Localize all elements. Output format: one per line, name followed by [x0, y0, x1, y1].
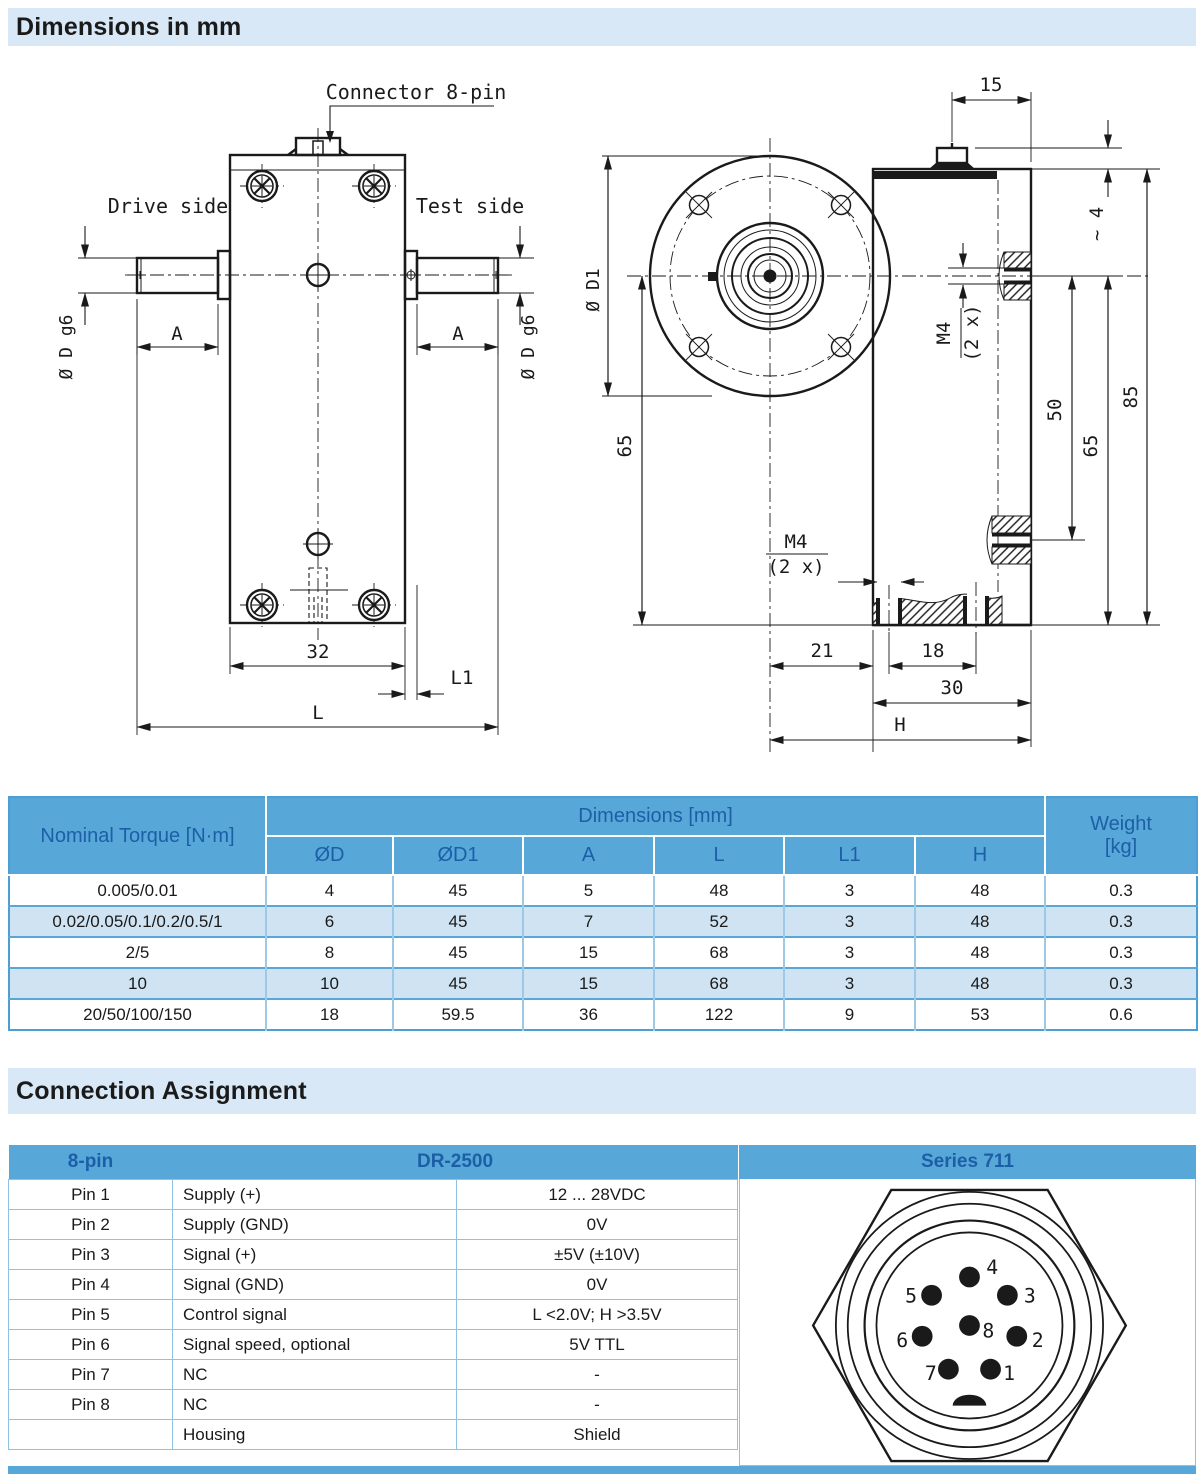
test-side-label: Test side [415, 194, 525, 218]
pin-2-dot [1006, 1326, 1027, 1347]
col-header-weight [1045, 797, 1197, 875]
cell: 48 [915, 937, 1045, 968]
cell: 45 [393, 906, 523, 937]
cell: Shield [457, 1420, 738, 1450]
dr2500-col-header: DR-2500 [173, 1145, 738, 1180]
col-header-nominal-torque: Nominal Torque [N·m] [9, 797, 266, 875]
cell: - [457, 1360, 738, 1390]
cell: 10 [266, 968, 393, 999]
cell: Signal speed, optional [173, 1330, 457, 1360]
cell: 53 [915, 999, 1045, 1030]
table-row [9, 968, 1197, 999]
connector-8pin-label: Connector 8-pin [325, 80, 507, 104]
flange-hole-icon [686, 192, 712, 218]
dim-label-m4-2x: (2 x) [767, 556, 825, 578]
pin-label: 7 [924, 1361, 937, 1385]
connection-table [8, 1145, 738, 1450]
pin-label: 6 [896, 1329, 909, 1353]
pin-7-dot [938, 1359, 959, 1380]
section-title: Connection Assignment [16, 1076, 307, 1105]
col-header-dimensions: Dimensions [mm] [266, 797, 1045, 836]
series-711-panel [739, 1145, 1196, 1466]
cell: Housing [173, 1420, 457, 1450]
side-view [583, 74, 1160, 752]
drive-side-label: Drive side [107, 194, 229, 218]
cell: 0.3 [1045, 875, 1197, 906]
cell: 0.3 [1045, 937, 1197, 968]
cell: 52 [654, 906, 784, 937]
flange-hole-icon [828, 334, 854, 360]
pin-label: 2 [1031, 1329, 1044, 1353]
cell: 10 [9, 968, 266, 999]
cell: 0V [457, 1270, 738, 1300]
dim-label-l: L [312, 702, 324, 724]
cell [9, 1420, 173, 1450]
cell: ±5V (±10V) [457, 1240, 738, 1270]
cell: 45 [393, 968, 523, 999]
col-header-od: ØD [266, 836, 393, 875]
dim-label-a: A [452, 323, 464, 345]
section-title: Dimensions in mm [16, 12, 242, 41]
cell: 3 [784, 937, 915, 968]
dim-label-32: 32 [306, 641, 330, 663]
weight-label-line1: Weight [1090, 813, 1152, 835]
table-row [9, 1360, 738, 1390]
pin-3-dot [997, 1285, 1018, 1306]
dim-label-a: A [171, 323, 183, 345]
dim-label-65: 65 [1080, 434, 1102, 458]
cell: 48 [915, 906, 1045, 937]
cell: Pin 8 [9, 1390, 173, 1420]
pin-col-header: 8-pin [9, 1145, 173, 1180]
cell: Pin 5 [9, 1300, 173, 1330]
pin-5-dot [921, 1285, 942, 1306]
cell: 45 [393, 875, 523, 906]
screw-icon [352, 164, 396, 208]
keyway-notch [953, 1395, 987, 1406]
pin-label: 3 [1023, 1284, 1036, 1308]
col-header-l1: L1 [784, 836, 915, 875]
table-row [9, 937, 1197, 968]
cell: 8 [266, 937, 393, 968]
cell: NC [173, 1390, 457, 1420]
pin-4-dot [959, 1267, 980, 1288]
dim-label-m4: M4 [784, 531, 808, 553]
table-row [9, 1210, 738, 1240]
table-row [9, 875, 1197, 906]
dim-label-h: H [894, 714, 906, 736]
cell: Pin 2 [9, 1210, 173, 1240]
connector-diagram-container [739, 1179, 1196, 1466]
cell: 68 [654, 937, 784, 968]
table-row [9, 1330, 738, 1360]
dim-label-50: 50 [1044, 398, 1066, 422]
screw-icon [240, 583, 284, 627]
cell: 18 [266, 999, 393, 1030]
flange-hole-icon [686, 334, 712, 360]
cell: 3 [784, 906, 915, 937]
dim-label-21: 21 [810, 640, 834, 662]
cell: 3 [784, 968, 915, 999]
screw-icon [352, 583, 396, 627]
cell: Pin 7 [9, 1360, 173, 1390]
col-header-a: A [523, 836, 654, 875]
dim-label-m4-2x: (2 x) [961, 304, 983, 362]
dim-label-30: 30 [940, 677, 964, 699]
cell: 68 [654, 968, 784, 999]
cell: 5 [523, 875, 654, 906]
cell: Pin 6 [9, 1330, 173, 1360]
cell: 59.5 [393, 999, 523, 1030]
cell: 48 [915, 968, 1045, 999]
cell: 36 [523, 999, 654, 1030]
table-row [9, 1420, 738, 1450]
dim-label-15: 15 [979, 74, 1003, 96]
cell: 122 [654, 999, 784, 1030]
cell: 9 [784, 999, 915, 1030]
table-row [9, 999, 1197, 1030]
cell: 0.6 [1045, 999, 1197, 1030]
cell: 0V [457, 1210, 738, 1240]
weight-label-line2: [kg] [1104, 836, 1138, 858]
cell: Supply (+) [173, 1180, 457, 1210]
dim-label-dia-d1: Ø D1 [583, 268, 604, 312]
cell: Pin 1 [9, 1180, 173, 1210]
dim-label-approx4: ~ 4 [1086, 206, 1108, 242]
pin-1-dot [980, 1359, 1001, 1380]
screw-icon [240, 164, 284, 208]
cell: 15 [523, 937, 654, 968]
table-row [9, 1180, 738, 1210]
table-row [9, 1300, 738, 1330]
section-header-dimensions [8, 8, 1196, 46]
pin-8-dot [959, 1315, 980, 1336]
dim-label-65: 65 [614, 434, 636, 458]
cell: 0.005/0.01 [9, 875, 266, 906]
cell: 20/50/100/150 [9, 999, 266, 1030]
table-row [9, 1390, 738, 1420]
dim-label-18: 18 [921, 640, 945, 662]
cell: Control signal [173, 1300, 457, 1330]
col-header-od1: ØD1 [393, 836, 523, 875]
cell: 12 ... 28VDC [457, 1180, 738, 1210]
connector-diagram [740, 1179, 1194, 1463]
cell: 0.3 [1045, 906, 1197, 937]
dim-label-dia-d-g6: Ø D g6 [56, 314, 77, 380]
col-header-l: L [654, 836, 784, 875]
cell: 45 [393, 937, 523, 968]
series-711-header: Series 711 [739, 1145, 1196, 1179]
technical-drawing [0, 52, 1204, 792]
cell: Pin 4 [9, 1270, 173, 1300]
cell: 2/5 [9, 937, 266, 968]
front-view [56, 80, 539, 735]
cell: Signal (GND) [173, 1270, 457, 1300]
cell: Supply (GND) [173, 1210, 457, 1240]
table-row [9, 906, 1197, 937]
dim-label-l1: L1 [450, 667, 474, 689]
cell: 5V TTL [457, 1330, 738, 1360]
cell: 0.02/0.05/0.1/0.2/0.5/1 [9, 906, 266, 937]
pin-label: 5 [905, 1284, 918, 1308]
cell: 48 [654, 875, 784, 906]
cell: NC [173, 1360, 457, 1390]
cell: 15 [523, 968, 654, 999]
dim-label-85: 85 [1120, 385, 1142, 409]
cell: - [457, 1390, 738, 1420]
flange-hole-icon [828, 192, 854, 218]
cell: 6 [266, 906, 393, 937]
cell: L <2.0V; H >3.5V [457, 1300, 738, 1330]
cell: Pin 3 [9, 1240, 173, 1270]
pin-label: 4 [986, 1255, 999, 1279]
bottom-divider [8, 1466, 1196, 1474]
table-row [9, 1270, 738, 1300]
cell: 48 [915, 875, 1045, 906]
table-row [9, 1240, 738, 1270]
cell: 7 [523, 906, 654, 937]
pin-label: 1 [1003, 1361, 1016, 1385]
pin-6-dot [912, 1326, 933, 1347]
dimensions-table [8, 796, 1198, 1031]
cell: 4 [266, 875, 393, 906]
section-header-connection [8, 1068, 1196, 1114]
pin-label: 8 [982, 1319, 995, 1343]
cell: 0.3 [1045, 968, 1197, 999]
cell: Signal (+) [173, 1240, 457, 1270]
col-header-h: H [915, 836, 1045, 875]
dim-label-m4: M4 [933, 321, 955, 345]
dim-label-dia-d-g6: Ø D g6 [518, 314, 539, 380]
cell: 3 [784, 875, 915, 906]
